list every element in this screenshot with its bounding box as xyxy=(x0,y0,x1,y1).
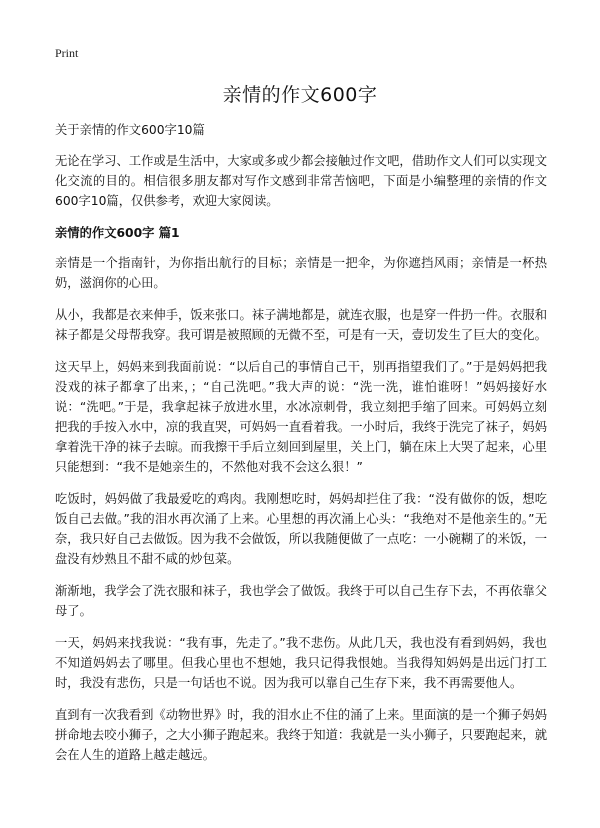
paragraph: 吃饭时，妈妈做了我最爱吃的鸡肉。我刚想吃时，妈妈却拦住了我：“没有做你的饭，想吃饭自己去做。”我的泪水再次涌了上来。心里想的再次涌上心头：“我绝对不是他亲生的。”无奈，我只好自己去做饭。因为我不会做饭，所以我随便做了一点吃：一小碗糊了的米饭，一盘没有炒熟且不甜不咸的炒包菜。 xyxy=(55,492,547,566)
page-title: 亲情的作文600字 xyxy=(222,84,378,106)
paragraph: 亲情是一个指南针，为你指出航行的目标；亲情是一把伞，为你遮挡风雨；亲情是一杯热奶，滋润你的心田。 xyxy=(55,256,547,290)
article-body xyxy=(55,120,547,777)
paragraph: 这天早上，妈妈来到我面前说：“以后自己的事情自己干，别再指望我们了。”于是妈妈把我没戏的袜子都拿了出来，；“自己洗吧。”我大声的说：“洗一洗，谁怕谁呀！”妈妈接好水说：“洗吧。”于是，我拿起袜子放进水里，水冰凉刺骨，我立刻把手缩了回来。可妈妈立刻把我的手按入水中，凉的我直哭，可妈妈一直看着我。一小时后，我终于洗完了袜子，妈妈拿着洗干净的袜子去晾。而我擦干手后立刻回到屋里，关上门，躺在床上大哭了起来，心里只能想到：“我不是她亲生的，不然他对我不会这么狠！” xyxy=(55,360,547,474)
paragraph: 从小，我都是衣来伸手，饭来张口。袜子满地都是，就连衣服，也是穿一件扔一件。衣服和袜子都是父母帮我穿。我可谓是被照顾的无微不至，可是有一天，壹切发生了巨大的变化。 xyxy=(55,308,547,342)
paragraph: 渐渐地，我学会了洗衣服和袜子，我也学会了做饭。我终于可以自己生存下去，不再依靠父母了。 xyxy=(55,584,547,618)
section-heading: 亲情的作文600字 篇1 xyxy=(55,226,180,240)
intro-paragraph: 无论在学习、工作或是生活中，大家或多或少都会接触过作文吧，借助作文人们可以实现文化交流的目的。相信很多朋友都对写作文感到非常苦恼吧，下面是小编整理的亲情的作文600字10篇，仅供参考，欢迎大家阅读。 xyxy=(55,154,547,208)
print-link[interactable]: Print xyxy=(55,46,79,60)
paragraph: 一天，妈妈来找我说：“我有事，先走了。”我不悲伤。从此几天，我也没有看到妈妈，我也不知道妈妈去了哪里。但我心里也不想她，我只记得我恨她。当我得知妈妈是出远门打工时，我没有悲伤，只是一句话也不说。因为我可以靠自己生存下来，我不再需要他人。 xyxy=(55,636,547,690)
article-subtitle: 关于亲情的作文600字10篇 xyxy=(55,123,205,137)
paragraph: 直到有一次我看到《动物世界》时，我的泪水止不住的涌了上来。里面演的是一个狮子妈妈拼命地去咬小狮子，之大小狮子跑起来。我终于知道：我就是一头小狮子，只要跑起来，就会在人生的道路上越走越远。 xyxy=(55,708,547,762)
